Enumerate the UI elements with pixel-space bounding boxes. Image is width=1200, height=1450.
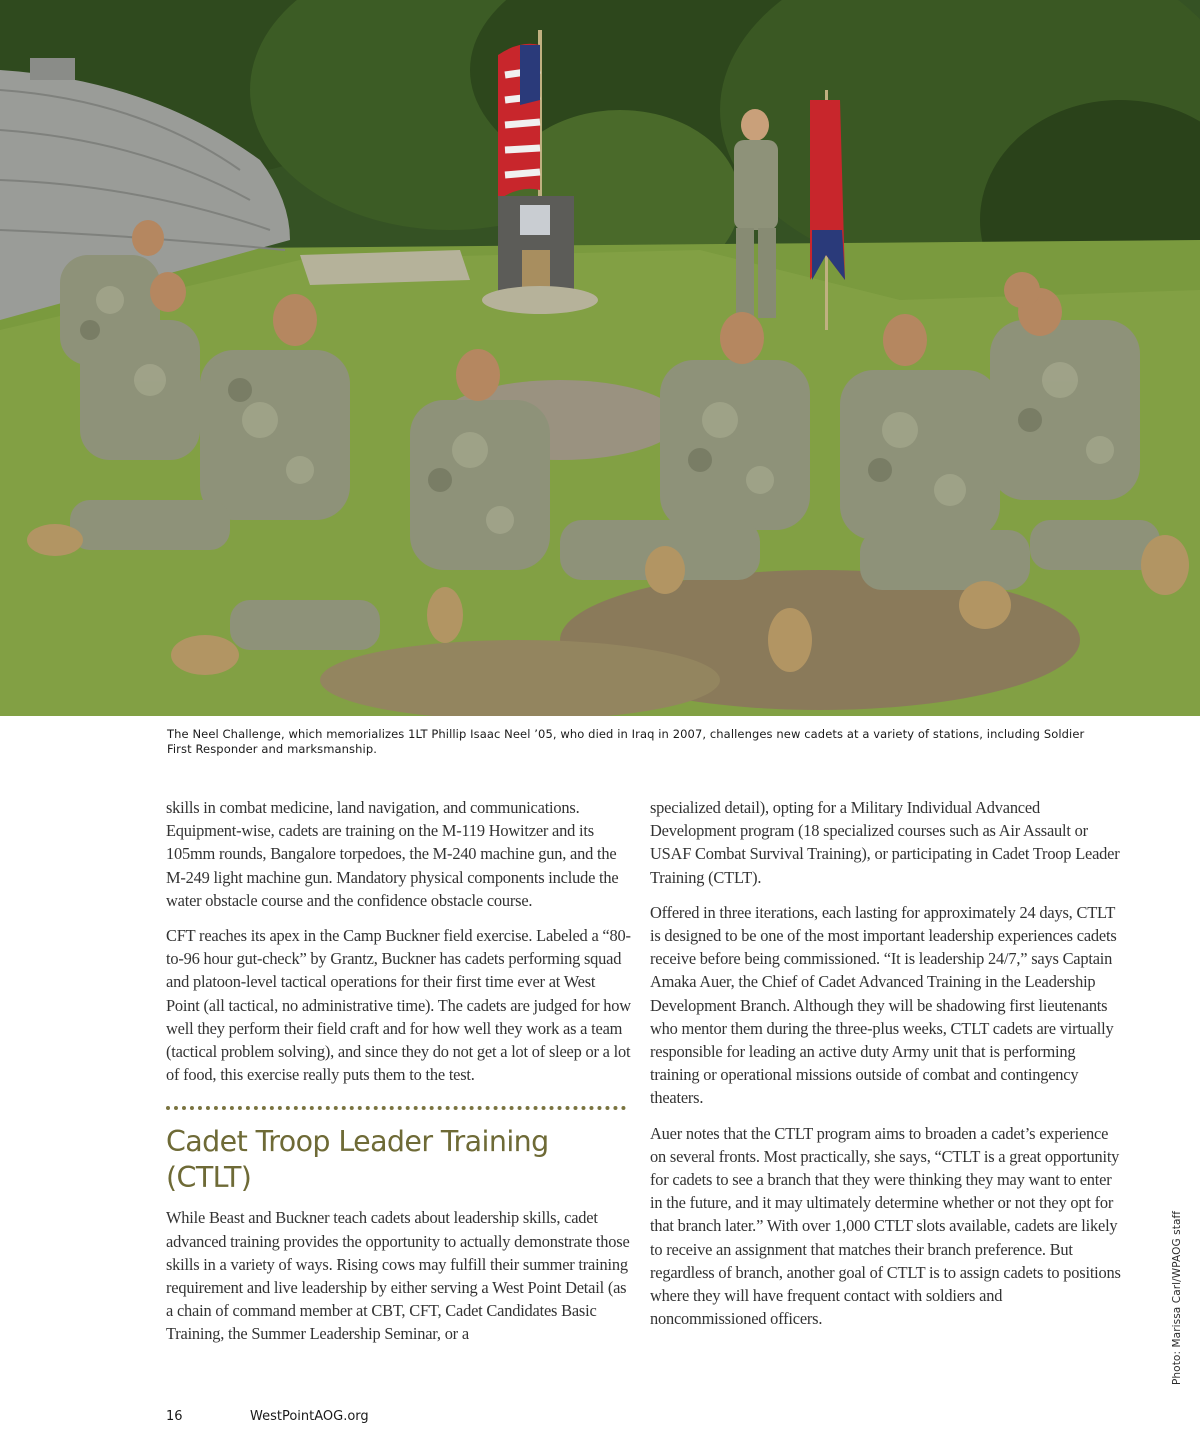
section-divider (166, 1106, 626, 1110)
left-paragraph-3: While Beast and Buckner teach cadets about leadership skills, cadet advanced training provides the opportunity to actually demonstrate those skills in a variety of ways. Rising cows may fulfill their summer training requirement and live leadership by either serving a West Point Detail (as a chain of command member at CBT, CFT, Cadet Candidates Basic Training, the Summer Leadership Seminar, or a (166, 1208, 630, 1344)
right-paragraph-1: specialized detail), opting for a Military Individual Advanced Development program (18 specialized courses such as Air Assault or USAF Combat Survival Training), or participating in Cadet Troop Leader Training (CTLT). (650, 798, 1120, 887)
photo-caption: The Neel Challenge, which memorializes 1LT Phillip Isaac Neel ’05, who died in Iraq in 2007, challenges new cadets at a variety of stations, including Soldier First Responder and marksmanship. (167, 727, 1085, 756)
left-paragraph-1: skills in combat medicine, land navigation, and communications. Equipment-wise, cadets are training on the M-119 Howitzer and its 105mm rounds, Bangalore torpedoes, the M-240 machine gun, and the M-249 light machine gun. Mandatory physical components include the water obstacle course and the confidence obstacle course. (166, 798, 619, 910)
photo-credit: Photo: Marissa Carl/WPAOG staff (1171, 1210, 1183, 1385)
left-column (166, 796, 632, 1358)
page-number: 16 (166, 1409, 183, 1424)
hero-photo (0, 0, 1200, 716)
footer-site-link[interactable]: WestPointAOG.org (250, 1409, 369, 1424)
left-paragraph-2: CFT reaches its apex in the Camp Buckner field exercise. Labeled a “80-to-96 hour gut-check” by Grantz, Buckner has cadets performing squad and platoon-level tactical operations for their first time ever at West Point (all tactical, no administrative time). The cadets are judged for how well they perform their field craft and for how well they work as a team (tactical problem solving), and since they do not get a lot of sleep or a lot of food, this exercise really puts them to the test. (166, 926, 631, 1085)
right-paragraph-2: Offered in three iterations, each lasting for approximately 24 days, CTLT is designed to be one of the most important leadership experiences cadets receive before being commissioned. “It is leadership 24/7,” says Captain Amaka Auer, the Chief of Cadet Advanced Training in the Leadership Development Branch. Although they will be shadowing first lieutenants who mentor them during the three-plus weeks, CTLT cadets are virtually responsible for leading an active duty Army unit that is performing training or operational missions outside of combat and contingency theaters. (650, 902, 1117, 1108)
right-column (650, 796, 1122, 1342)
hero-photo-illustration (0, 0, 1200, 716)
section-heading-ctlt: Cadet Troop Leader Training (CTLT) (166, 1125, 549, 1195)
right-paragraph-3: Auer notes that the CTLT program aims to broaden a cadet’s experience on several fronts. Most practically, she says, “CTLT is a great opportunity for cadets to see a branch that they were thinking they may want to enter in the future, and it may ultimately determine whether or not they opt for that branch later.” With over 1,000 CTLT slots available, cadets are likely to receive an assignment that matches their branch preference. But regardless of branch, another goal of CTLT is to assign cadets to positions where they will have frequent contact with soldiers and noncommissioned officers. (650, 1123, 1121, 1329)
